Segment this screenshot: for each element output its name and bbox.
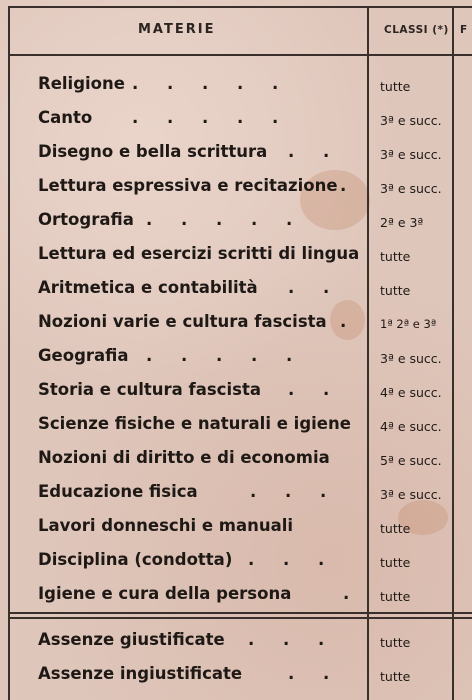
leader-dots: . . [288,278,330,297]
classi-value: 5ª e succ. [380,453,442,468]
classi-value: tutte [380,249,411,264]
absence-row [38,664,368,694]
subject-name: Lettura ed esercizi scritti di lingua [38,244,360,263]
subject-row [38,74,368,104]
subject-name: Disciplina (condotta) [38,550,233,569]
classi-value: tutte [380,669,411,684]
subject-row [38,176,368,206]
leader-dots: . [343,584,350,603]
subject-row [38,108,368,138]
classi-value: 1ª 2ª e 3ª [380,317,437,331]
subject-name: Nozioni varie e cultura fascista [38,312,327,331]
leader-dots: . . [288,380,330,399]
leader-dots: . . . . . [146,346,293,365]
subject-row [38,346,368,376]
subject-name: Aritmetica e contabilità [38,278,258,297]
classi-value: tutte [380,555,411,570]
subject-name: Storia e cultura fascista [38,380,261,399]
subject-name: Lettura espressiva e recitazione [38,176,338,195]
left-border [8,6,10,700]
subject-row [38,312,368,342]
classi-header: CLASSI (*) [384,24,449,36]
classi-value: tutte [380,79,411,94]
subject-row [38,278,368,308]
classi-value: 4ª e succ. [380,385,442,400]
leader-dots: . . . [248,550,325,569]
subject-name: Educazione fisica [38,482,198,501]
subject-row [38,210,368,240]
materie-header: MATERIE [138,22,216,37]
leader-dots: . . [288,142,330,161]
subject-row [38,516,368,546]
subject-name: Ortografia [38,210,134,229]
classi-value: tutte [380,635,411,650]
absence-label: Assenze giustificate [38,630,225,649]
classi-value: 2ª e 3ª [380,215,424,230]
subject-name: Lavori donneschi e manuali [38,516,294,535]
classi-value: 3ª e succ. [380,147,442,162]
subject-row [38,414,368,444]
top-rule [8,6,472,8]
leader-dots: . . . . . [132,108,279,127]
subject-name: Canto [38,108,93,127]
absence-label: Assenze ingiustificate [38,664,243,683]
classi-value: 3ª e succ. [380,351,442,366]
classi-value: tutte [380,521,411,536]
classi-value: tutte [380,589,411,604]
leader-dots: . . . [248,630,325,649]
leader-dots: . [340,176,347,195]
classi-value: tutte [380,283,411,298]
classi-value: 3ª e succ. [380,181,442,196]
leader-dots: . . . . . [146,210,293,229]
leader-dots: . . . [250,482,327,501]
subject-row [38,482,368,512]
leader-dots: . . [288,664,330,683]
leader-dots: . . . . . [132,74,279,93]
subject-name: Scienze fisiche e naturali e igiene [38,414,351,433]
subject-row [38,448,368,478]
leader-dots: . [340,312,347,331]
subject-name: Igiene e cura della persona [38,584,292,603]
subject-name: Religione [38,74,125,93]
header-separator [8,54,472,56]
subject-name: Disegno e bella scrittura [38,142,268,161]
absence-row [38,630,368,660]
subject-row [38,550,368,580]
subject-row [38,584,368,614]
column-divider [452,6,454,700]
subject-name: Nozioni di diritto e di economia [38,448,330,467]
next-column-header: F [460,24,468,36]
classi-value: 4ª e succ. [380,419,442,434]
subject-row [38,142,368,172]
classi-value: 3ª e succ. [380,487,442,502]
subject-row [38,380,368,410]
classi-value: 3ª e succ. [380,113,442,128]
subject-name: Geografia [38,346,129,365]
subject-row [38,244,368,274]
